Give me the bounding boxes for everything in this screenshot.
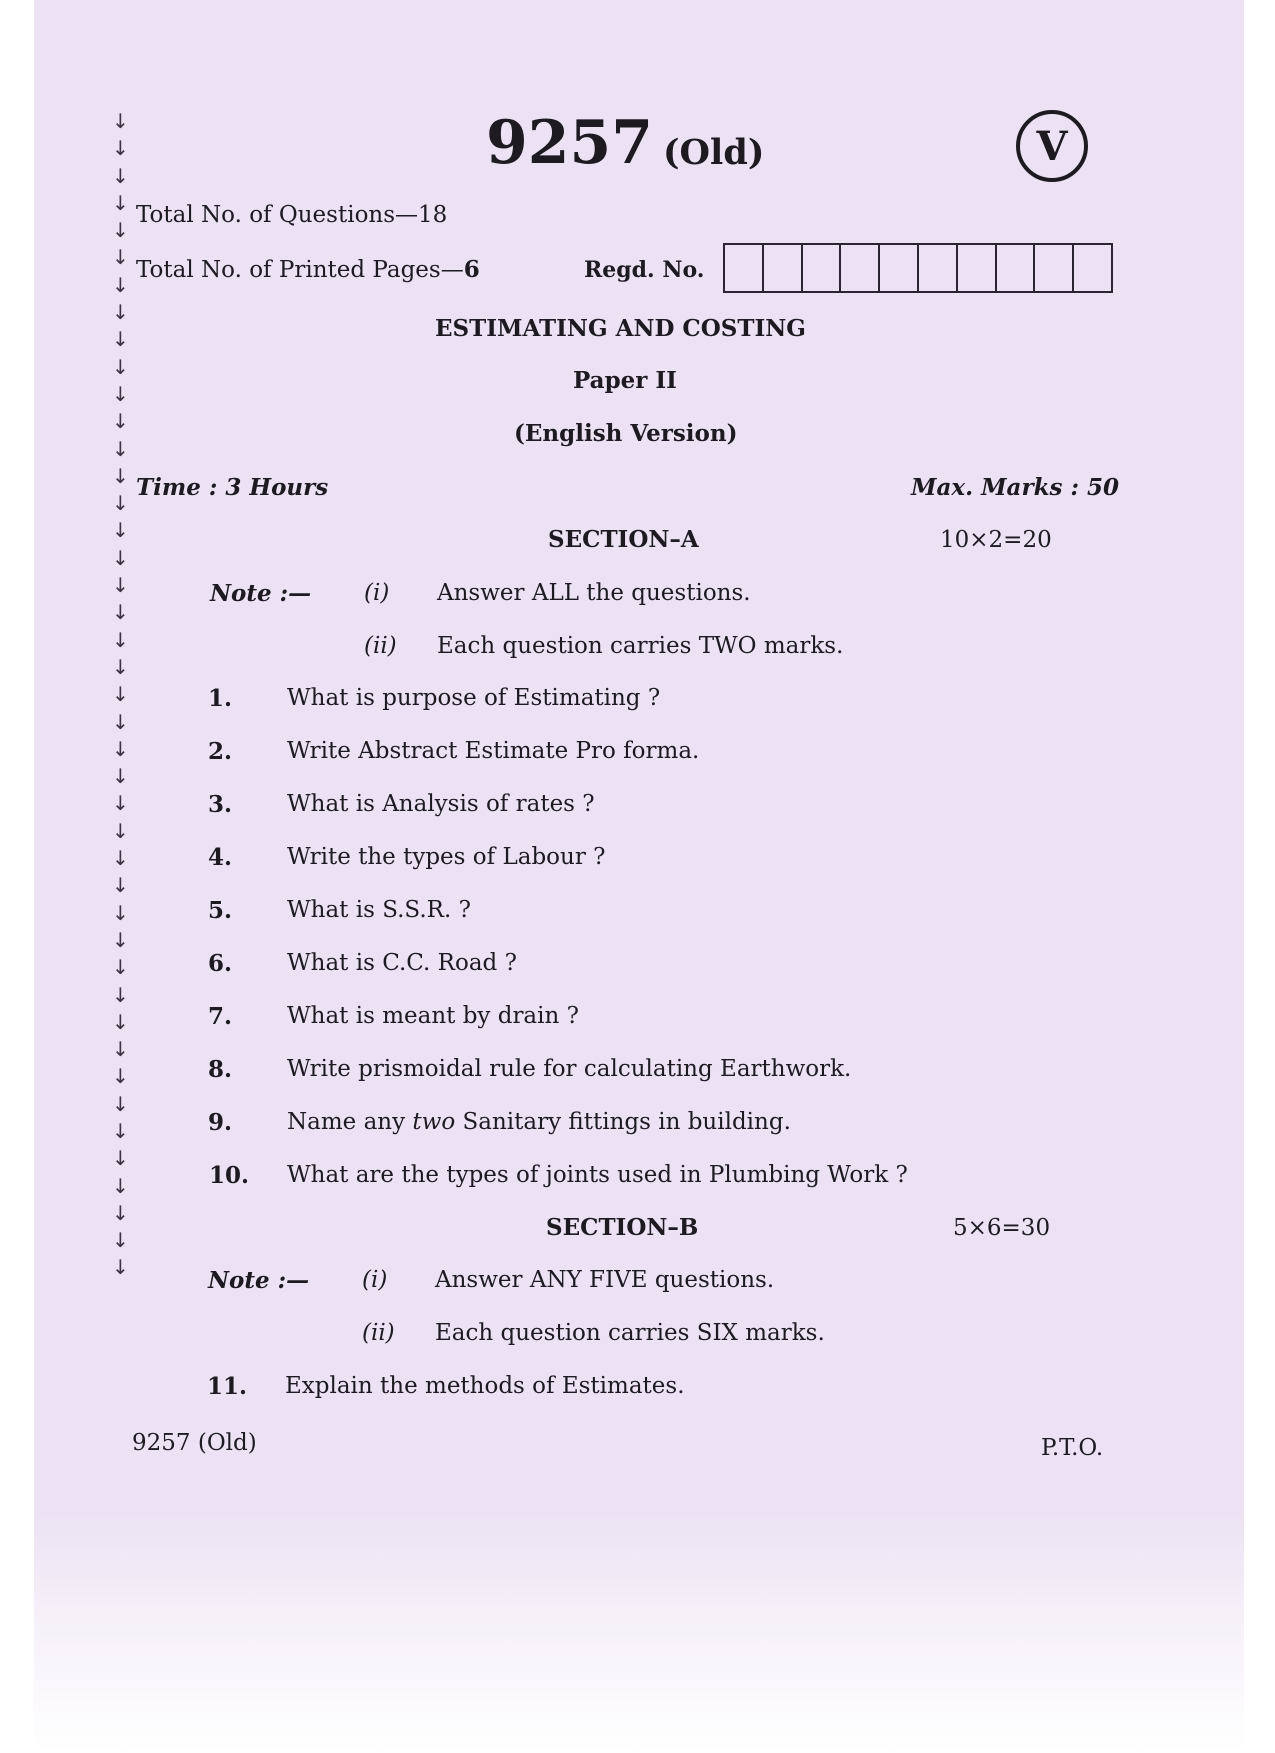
total-pages [136, 256, 480, 283]
question-number: 9. [207, 1109, 232, 1136]
margin-arrow-icon: ↓ [112, 1146, 129, 1171]
question-text: Write Abstract Estimate Pro forma. [287, 738, 700, 764]
margin-arrow-icon: ↓ [112, 272, 129, 297]
margin-arrow-icon: ↓ [112, 300, 129, 325]
note-text: Answer ALL the questions. [437, 580, 751, 606]
margin-arrow-icon: ↓ [112, 1173, 129, 1198]
margin-arrow-icon: ↓ [112, 900, 129, 925]
margin-arrow-icon: ↓ [112, 682, 129, 707]
margin-arrow-icon: ↓ [112, 518, 129, 543]
margin-arrow-icon: ↓ [112, 491, 129, 516]
question-text: What is meant by drain ? [287, 1003, 579, 1029]
margin-arrow-icon: ↓ [112, 627, 129, 652]
question-text: What are the types of joints used in Plumbing Work ? [287, 1162, 908, 1188]
margin-arrow-icon: ↓ [112, 1228, 129, 1253]
section-b-heading: SECTION–B [546, 1214, 699, 1241]
margin-arrow-icon: ↓ [112, 1255, 129, 1280]
question-text-emphasis: two [412, 1109, 456, 1135]
question-text: What is S.S.R. ? [287, 897, 471, 923]
section-a-heading: SECTION–A [548, 526, 699, 553]
margin-arrow-icon: ↓ [112, 218, 129, 243]
footer-paper-code: 9257 (Old) [132, 1430, 257, 1456]
question-number: 1. [207, 685, 232, 712]
margin-arrow-icon: ↓ [112, 1064, 129, 1089]
margin-arrow-icon: ↓ [112, 136, 129, 161]
section-b-marks: 5×6=30 [953, 1215, 1051, 1241]
note-text: Each question carries TWO marks. [437, 633, 844, 659]
margin-arrow-icon: ↓ [112, 381, 129, 406]
version-circle-mark [1016, 110, 1088, 182]
note-text: Answer ANY FIVE questions. [435, 1267, 775, 1293]
version-letter: V [1036, 122, 1068, 170]
margin-arrows [112, 108, 136, 1282]
time-allowed: Time : 3 Hours [136, 474, 329, 501]
margin-arrow-icon: ↓ [112, 846, 129, 871]
margin-arrow-icon: ↓ [112, 163, 129, 188]
language-version: (English Version) [514, 420, 738, 447]
section-b-note-label: Note :— [208, 1267, 310, 1294]
question-number: 7. [207, 1003, 232, 1030]
margin-arrow-icon: ↓ [112, 327, 129, 352]
question-text: Explain the methods of Estimates. [285, 1373, 685, 1399]
note-num: (i) [362, 1267, 388, 1293]
margin-arrow-icon: ↓ [112, 600, 129, 625]
margin-arrow-icon: ↓ [112, 955, 129, 980]
note-num: (ii) [362, 1320, 395, 1346]
margin-arrow-icon: ↓ [112, 982, 129, 1007]
margin-arrow-icon: ↓ [112, 1118, 129, 1143]
footer-pto: P.T.O. [1041, 1435, 1104, 1461]
question-number: 10. [209, 1162, 250, 1189]
margin-arrow-icon: ↓ [112, 573, 129, 598]
question-text: What is Analysis of rates ? [287, 791, 595, 817]
margin-arrow-icon: ↓ [112, 1200, 129, 1225]
margin-arrow-icon: ↓ [112, 463, 129, 488]
scan-margin [34, 1512, 1244, 1753]
question-text: What is purpose of Estimating ? [287, 685, 661, 711]
margin-arrow-icon: ↓ [112, 709, 129, 734]
paper-number: Paper II [573, 367, 677, 394]
margin-arrow-icon: ↓ [112, 1009, 129, 1034]
note-text: Each question carries SIX marks. [435, 1320, 825, 1346]
margin-arrow-icon: ↓ [112, 736, 129, 761]
regd-no-label: Regd. No. [584, 257, 705, 283]
section-a-note-label: Note :— [210, 580, 312, 607]
regd-no-boxes[interactable] [723, 243, 1113, 293]
margin-arrow-icon: ↓ [112, 436, 129, 461]
margin-arrow-icon: ↓ [112, 791, 129, 816]
total-pages-label: Total No. of Printed Pages— [136, 257, 464, 283]
question-text: Write prismoidal rule for calculating Earthwork. [287, 1056, 852, 1082]
paper-old-label: (Old) [663, 132, 765, 173]
note-num: (i) [364, 580, 390, 606]
margin-arrow-icon: ↓ [112, 409, 129, 434]
section-a-marks: 10×2=20 [940, 527, 1052, 553]
paper-code: 9257 [486, 108, 653, 178]
margin-arrow-icon: ↓ [112, 927, 129, 952]
margin-arrow-icon: ↓ [112, 109, 129, 133]
max-marks: Max. Marks : 50 [911, 474, 1119, 501]
question-number: 3. [207, 791, 232, 818]
question-text-part: Name any [287, 1109, 413, 1135]
question-number: 5. [207, 897, 232, 924]
question-text: Write the types of Labour ? [287, 844, 606, 870]
subject-title: ESTIMATING AND COSTING [435, 315, 806, 342]
margin-arrow-icon: ↓ [112, 654, 129, 679]
margin-arrow-icon: ↓ [112, 354, 129, 379]
question-number: 2. [207, 738, 232, 765]
question-text: What is C.C. Road ? [287, 950, 517, 976]
margin-arrow-icon: ↓ [112, 245, 129, 270]
margin-arrow-icon: ↓ [112, 818, 129, 843]
total-pages-value: 6 [463, 256, 480, 283]
question-number: 11. [207, 1373, 248, 1400]
question-text [287, 1109, 791, 1135]
margin-arrow-icon: ↓ [112, 190, 129, 215]
margin-arrow-icon: ↓ [112, 1037, 129, 1062]
margin-arrow-icon: ↓ [112, 1091, 129, 1116]
question-number: 6. [207, 950, 232, 977]
question-number: 8. [207, 1056, 232, 1083]
total-questions: Total No. of Questions—18 [136, 202, 448, 228]
margin-arrow-icon: ↓ [112, 764, 129, 789]
question-text-part: Sanitary fittings in building. [455, 1109, 791, 1135]
margin-arrow-icon: ↓ [112, 873, 129, 898]
question-number: 4. [207, 844, 232, 871]
note-num: (ii) [364, 633, 397, 659]
margin-arrow-icon: ↓ [112, 545, 129, 570]
